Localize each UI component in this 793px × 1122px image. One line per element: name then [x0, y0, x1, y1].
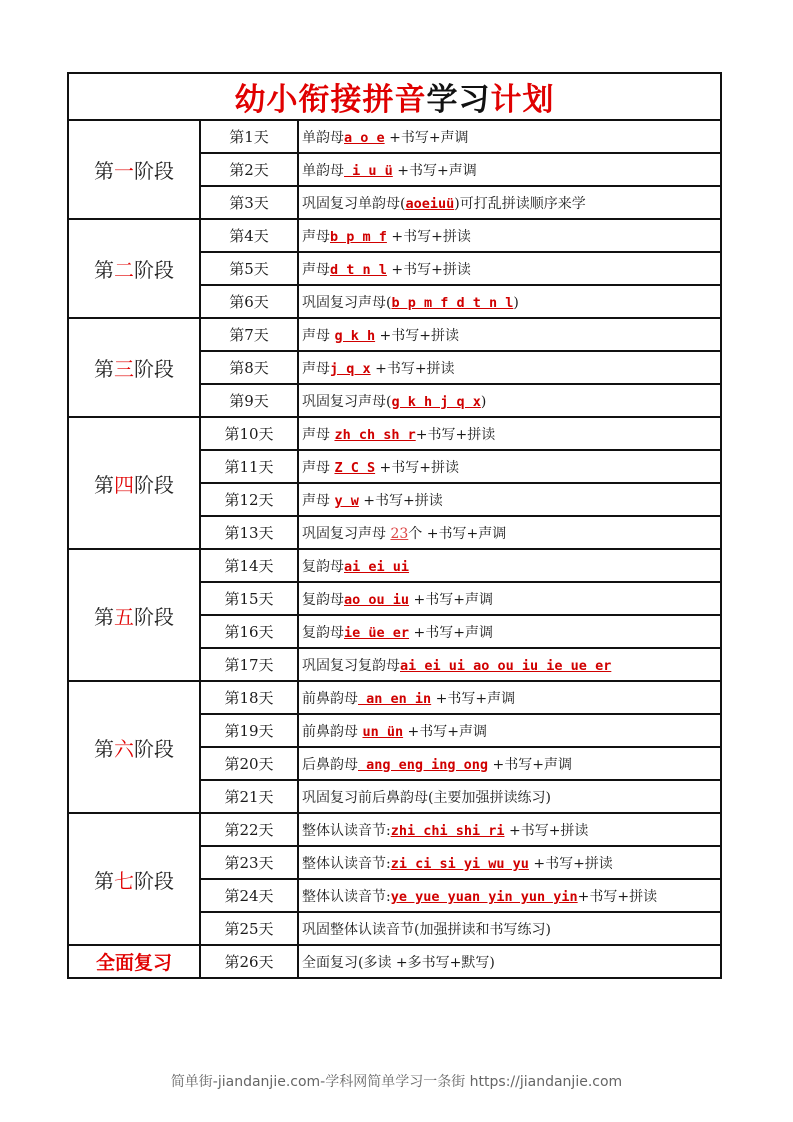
footer-text: 简单街-jiandanjie.com-学科网简单学习一条街 https://jiandanjie.com [170, 1074, 623, 1090]
content-cell [298, 747, 721, 780]
content-suffix: +书写+声调 [409, 591, 493, 608]
stage-number: 四 [114, 472, 134, 497]
pinyin-text: a o e [344, 129, 385, 146]
content-text: 整体认读音节: [302, 888, 391, 905]
day-cell: 第21天 [200, 780, 298, 813]
content-suffix: +书写+拼读 [370, 360, 455, 377]
stage-number: 二 [114, 258, 134, 282]
content-cell [298, 912, 721, 945]
content-suffix: +书写+声调 [403, 723, 488, 740]
pinyin-text: zh ch sh r [334, 426, 416, 443]
stage-prefix: 第 [94, 736, 114, 761]
content-suffix: ) [480, 393, 487, 410]
content-cell [298, 483, 721, 516]
content-suffix: +书写+拼读 [504, 822, 589, 839]
content-text: 整体认读音节: [302, 855, 391, 872]
pinyin-text: i u ü [344, 162, 393, 179]
pinyin-text: an en in [358, 690, 432, 707]
content-text: 声母 [302, 459, 335, 476]
day-cell: 第13天 [200, 516, 298, 549]
content-text: 整体认读音节: [302, 822, 391, 839]
content-suffix: +书写+拼读 [358, 492, 443, 509]
content-cell [298, 417, 721, 450]
title-part-2: 学习 [426, 82, 491, 118]
day-cell: 第4天 [200, 219, 298, 252]
pinyin-text: j q x [330, 360, 371, 377]
pinyin-text: ye yue yuan yin yun yin [390, 888, 578, 905]
content-text: 声母 [302, 492, 335, 509]
pinyin-text: g k h [334, 327, 376, 344]
day-cell: 第18天 [200, 681, 298, 714]
content-text: 声母 [302, 228, 330, 245]
stage-suffix: 阶段 [134, 472, 174, 497]
content-suffix: ) [513, 294, 519, 311]
stage-label [68, 120, 200, 219]
content-suffix: )可打乱拼读顺序来学 [454, 195, 586, 212]
title-part-3: 计划 [490, 82, 555, 118]
stage-label [68, 318, 200, 417]
day-cell: 第24天 [200, 879, 298, 912]
content-text: 声母 [302, 360, 330, 377]
content-cell [298, 681, 721, 714]
day-cell: 第19天 [200, 714, 298, 747]
content-suffix: +书写+声调 [488, 756, 572, 773]
stage-number: 七 [114, 868, 134, 893]
day-cell: 第9天 [200, 384, 298, 417]
pinyin-text: aoeiuü [405, 195, 455, 212]
content-text: 复韵母 [302, 624, 344, 641]
content-cell [298, 252, 721, 285]
content-text: 巩固复习声母( [302, 294, 392, 311]
pinyin-text: zhi chi shi ri [390, 822, 505, 839]
stage-prefix: 第 [94, 472, 114, 497]
content-text: 巩固复习声母 [302, 525, 391, 542]
day-cell: 第26天 [200, 945, 298, 978]
pinyin-text: b p m f [330, 228, 387, 245]
content-cell [298, 780, 721, 813]
content-cell [298, 186, 721, 219]
content-cell [298, 846, 721, 879]
content-suffix: +书写+声调 [384, 129, 469, 146]
content-cell [298, 351, 721, 384]
plan-row [68, 318, 721, 351]
pinyin-text: ang eng ing ong [358, 756, 489, 773]
content-suffix: +书写+声调 [431, 690, 516, 707]
pinyin-text: ai ei ui [344, 558, 410, 575]
title-row [68, 73, 721, 120]
stage-prefix: 第 [94, 357, 114, 381]
day-cell: 第23天 [200, 846, 298, 879]
day-cell: 第11天 [200, 450, 298, 483]
plan-row [68, 681, 721, 714]
page-title [68, 73, 721, 120]
day-cell: 第5天 [200, 252, 298, 285]
stage-suffix: 阶段 [134, 159, 174, 183]
content-text: 巩固复习单韵母( [302, 195, 406, 212]
study-plan-sheet [67, 72, 720, 979]
content-text: 后鼻韵母 [302, 756, 358, 773]
content-suffix: +书写+拼读 [528, 855, 613, 872]
stage-suffix: 阶段 [134, 736, 174, 761]
day-cell: 第14天 [200, 549, 298, 582]
day-cell: 第16天 [200, 615, 298, 648]
stage-number: 一 [114, 159, 134, 183]
stage-number: 三 [114, 357, 134, 381]
stage-number: 五 [114, 604, 134, 629]
count-number: 23 [390, 525, 409, 542]
content-text: 巩固复习前后鼻韵母(主要加强拼读练习) [302, 789, 551, 806]
stage-label [68, 681, 200, 813]
pinyin-text: g k h j q x [391, 393, 481, 410]
content-cell [298, 648, 721, 681]
stage-prefix: 第 [94, 159, 114, 183]
plan-row [68, 417, 721, 450]
pinyin-text: y w [334, 492, 359, 509]
day-cell: 第2天 [200, 153, 298, 186]
content-cell: 全面复习(多读 +多书写+默写) [298, 945, 721, 978]
pinyin-text: b p m f d t n l [391, 294, 514, 311]
content-text: 声母 [302, 261, 330, 278]
pinyin-text: un ün [362, 723, 404, 740]
content-cell [298, 516, 721, 549]
content-cell [298, 318, 721, 351]
pinyin-text: ai ei ui ao ou iu ie ue er [400, 657, 612, 674]
stage-label [68, 813, 200, 945]
day-cell: 第10天 [200, 417, 298, 450]
stage-prefix: 第 [94, 258, 114, 282]
content-cell [298, 582, 721, 615]
day-cell: 第17天 [200, 648, 298, 681]
day-cell: 第15天 [200, 582, 298, 615]
pinyin-text: d t n l [330, 261, 387, 278]
final-review-label: 全面复习 [68, 945, 200, 978]
content-cell [298, 219, 721, 252]
content-text: 巩固整体认读音节(加强拼读和书写练习) [302, 921, 551, 938]
content-text: 单韵母 [302, 162, 344, 179]
plan-table [67, 72, 722, 979]
pinyin-text: ao ou iu [344, 591, 410, 608]
content-cell [298, 813, 721, 846]
stage-suffix: 阶段 [134, 868, 174, 893]
content-cell [298, 714, 721, 747]
stage-label [68, 219, 200, 318]
content-suffix: +书写+拼读 [577, 888, 658, 905]
content-suffix: +书写+声调 [409, 624, 493, 641]
content-suffix: +书写+拼读 [375, 327, 460, 344]
content-cell [298, 153, 721, 186]
pinyin-text: zi ci si yi wu yu [390, 855, 529, 872]
day-cell: 第22天 [200, 813, 298, 846]
content-cell [298, 285, 721, 318]
plan-row [68, 549, 721, 582]
content-text: 单韵母 [302, 129, 344, 146]
stage-suffix: 阶段 [134, 604, 174, 629]
content-suffix: +书写+拼读 [415, 426, 496, 443]
plan-row [68, 120, 721, 153]
day-cell: 第25天 [200, 912, 298, 945]
content-text: 巩固复习声母( [302, 393, 392, 410]
pinyin-text: ie üe er [344, 624, 410, 641]
day-cell: 第20天 [200, 747, 298, 780]
plan-row [68, 219, 721, 252]
pinyin-text: Z C S [334, 459, 376, 476]
content-cell [298, 615, 721, 648]
day-cell: 第3天 [200, 186, 298, 219]
content-suffix: 个 +书写+声调 [408, 525, 507, 542]
content-cell [298, 549, 721, 582]
content-text: 前鼻韵母 [302, 690, 358, 707]
stage-prefix: 第 [94, 868, 114, 893]
day-cell: 第1天 [200, 120, 298, 153]
day-cell: 第12天 [200, 483, 298, 516]
stage-prefix: 第 [94, 604, 114, 629]
final-review-row [68, 945, 721, 978]
stage-suffix: 阶段 [134, 258, 174, 282]
content-suffix: +书写+声调 [392, 162, 477, 179]
stage-number: 六 [114, 736, 134, 761]
plan-row [68, 813, 721, 846]
day-cell: 第6天 [200, 285, 298, 318]
content-text: 巩固复习复韵母 [302, 657, 400, 674]
stage-label [68, 549, 200, 681]
content-text: 声母 [302, 327, 335, 344]
content-cell [298, 384, 721, 417]
content-cell [298, 120, 721, 153]
content-suffix: +书写+拼读 [386, 261, 471, 278]
stage-label [68, 417, 200, 549]
content-text: 声母 [302, 426, 335, 443]
content-suffix: +书写+拼读 [375, 459, 460, 476]
title-part-1: 幼小衔接拼音 [234, 82, 427, 118]
content-cell [298, 450, 721, 483]
day-cell: 第8天 [200, 351, 298, 384]
content-cell [298, 879, 721, 912]
content-text: 前鼻韵母 [302, 723, 363, 740]
content-text: 复韵母 [302, 558, 344, 575]
day-cell: 第7天 [200, 318, 298, 351]
content-suffix: +书写+拼读 [386, 228, 471, 245]
stage-suffix: 阶段 [134, 357, 174, 381]
content-text: 复韵母 [302, 591, 344, 608]
